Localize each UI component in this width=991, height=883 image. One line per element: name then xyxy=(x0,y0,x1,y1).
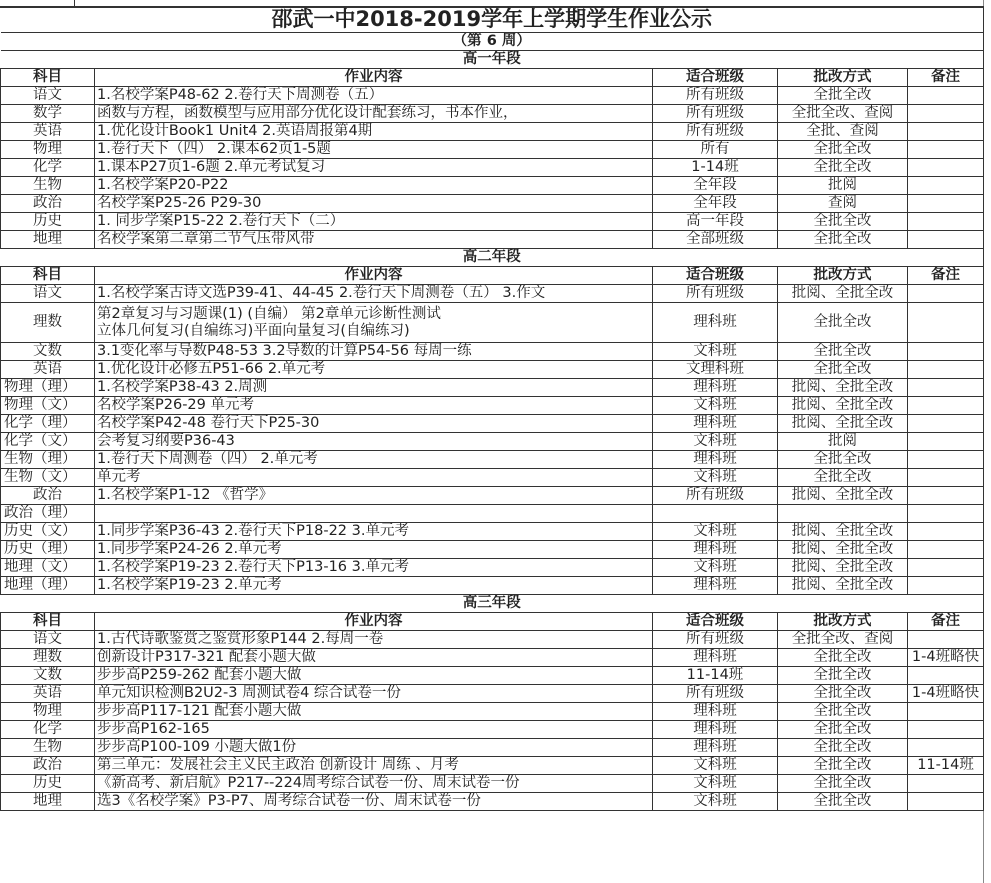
classes-cell: 文科班 xyxy=(653,523,778,541)
week-label: （第 6 周） xyxy=(1,33,984,51)
column-header-row xyxy=(1,267,984,285)
method-cell: 全批全改 xyxy=(778,231,908,249)
content-cell: 1.优化设计必修五P51-66 2.单元考 xyxy=(95,361,653,379)
classes-cell: 高一年段 xyxy=(653,213,778,231)
method-cell: 查阅 xyxy=(778,195,908,213)
method-cell: 全批全改 xyxy=(778,775,908,793)
table-row xyxy=(1,159,984,177)
content-cell: 步步高P259-262 配套小题大做 xyxy=(95,667,653,685)
subject-cell: 地理 xyxy=(1,231,95,249)
subject-cell: 文数 xyxy=(1,343,95,361)
header-content: 作业内容 xyxy=(95,613,653,631)
subject-cell: 政治 xyxy=(1,487,95,505)
remark-cell xyxy=(908,451,984,469)
content-cell: 1.名校学案古诗文选P39-41、44-45 2.卷行天下周测卷（五） 3.作文 xyxy=(95,285,653,303)
remark-cell xyxy=(908,667,984,685)
content-cell: 1.卷行天下周测卷（四） 2.单元考 xyxy=(95,451,653,469)
subject-cell: 英语 xyxy=(1,123,95,141)
remark-cell: 11-14班 xyxy=(908,757,984,775)
header-subject: 科目 xyxy=(1,69,95,87)
classes-cell: 所有班级 xyxy=(653,685,778,703)
classes-cell: 理科班 xyxy=(653,541,778,559)
classes-cell: 理科班 xyxy=(653,451,778,469)
content-cell: 1.名校学案P19-23 2.单元考 xyxy=(95,577,653,595)
method-cell: 全批全改 xyxy=(778,343,908,361)
subject-cell: 化学（文） xyxy=(1,433,95,451)
classes-cell: 文科班 xyxy=(653,469,778,487)
content-cell: 1.优化设计Book1 Unit4 2.英语周报第4期 xyxy=(95,123,653,141)
header-remark: 备注 xyxy=(908,267,984,285)
classes-cell: 全部班级 xyxy=(653,231,778,249)
grade-section-row xyxy=(1,595,984,613)
classes-cell: 所有班级 xyxy=(653,123,778,141)
header-subject: 科目 xyxy=(1,267,95,285)
subject-cell: 历史（理） xyxy=(1,541,95,559)
subject-cell: 理数 xyxy=(1,649,95,667)
table-row xyxy=(1,559,984,577)
content-cell: 会考复习纲要P36-43 xyxy=(95,433,653,451)
header-method: 批改方式 xyxy=(778,267,908,285)
method-cell: 全批全改、查阅 xyxy=(778,631,908,649)
method-cell: 批阅、全批全改 xyxy=(778,523,908,541)
remark-cell xyxy=(908,397,984,415)
method-cell: 全批全改 xyxy=(778,721,908,739)
classes-cell: 理科班 xyxy=(653,415,778,433)
page-title: 邵武一中2018-2019学年上学期学生作业公示 xyxy=(1,7,984,33)
method-cell: 全批全改 xyxy=(778,361,908,379)
remark-cell xyxy=(908,177,984,195)
classes-cell: 文科班 xyxy=(653,757,778,775)
content-cell: 1.卷行天下（四） 2.课本62页1-5题 xyxy=(95,141,653,159)
remark-cell xyxy=(908,469,984,487)
classes-cell: 理科班 xyxy=(653,739,778,757)
content-cell: 1.课本P27页1-6题 2.单元考试复习 xyxy=(95,159,653,177)
subject-cell: 语文 xyxy=(1,285,95,303)
content-cell: 《新高考、新启航》P217--224周考综合试卷一份、周末试卷一份 xyxy=(95,775,653,793)
content-cell: 1.同步学案P36-43 2.卷行天下P18-22 3.单元考 xyxy=(95,523,653,541)
content-cell: 1.名校学案P19-23 2.卷行天下P13-16 3.单元考 xyxy=(95,559,653,577)
classes-cell: 所有班级 xyxy=(653,487,778,505)
table-row xyxy=(1,285,984,303)
header-remark: 备注 xyxy=(908,613,984,631)
remark-cell xyxy=(908,775,984,793)
content-cell: 名校学案P42-48 卷行天下P25-30 xyxy=(95,415,653,433)
subject-cell: 物理（文） xyxy=(1,397,95,415)
table-row xyxy=(1,649,984,667)
column-header-row xyxy=(1,613,984,631)
content-cell: 名校学案P26-29 单元考 xyxy=(95,397,653,415)
grade-section-label: 高三年段 xyxy=(1,595,984,613)
week-row xyxy=(1,33,984,51)
content-cell: 名校学案第二章第二节气压带风带 xyxy=(95,231,653,249)
remark-cell xyxy=(908,487,984,505)
method-cell: 全批全改 xyxy=(778,739,908,757)
grade-section-label: 高一年段 xyxy=(1,51,984,69)
method-cell: 全批全改 xyxy=(778,451,908,469)
table-row xyxy=(1,685,984,703)
table-row xyxy=(1,303,984,343)
subject-cell: 化学 xyxy=(1,721,95,739)
remark-cell xyxy=(908,793,984,811)
subject-cell: 物理 xyxy=(1,141,95,159)
content-cell: 单元知识检测B2U2-3 周测试卷4 综合试卷一份 xyxy=(95,685,653,703)
table-row xyxy=(1,343,984,361)
content-cell: 1.名校学案P48-62 2.卷行天下周测卷（五） xyxy=(95,87,653,105)
classes-cell: 理科班 xyxy=(653,303,778,343)
subject-cell: 历史 xyxy=(1,775,95,793)
remark-cell xyxy=(908,631,984,649)
remark-cell: 1-4班略快 xyxy=(908,649,984,667)
homework-table xyxy=(0,6,984,811)
content-cell: 1.名校学案P1-12 《哲学》 xyxy=(95,487,653,505)
table-row xyxy=(1,739,984,757)
classes-cell xyxy=(653,505,778,523)
table-row xyxy=(1,123,984,141)
content-cell: 1.名校学案P38-43 2.周测 xyxy=(95,379,653,397)
table-row xyxy=(1,541,984,559)
remark-cell xyxy=(908,523,984,541)
method-cell: 全批全改 xyxy=(778,757,908,775)
method-cell: 全批全改 xyxy=(778,303,908,343)
header-remark: 备注 xyxy=(908,69,984,87)
classes-cell: 所有班级 xyxy=(653,105,778,123)
table-row xyxy=(1,505,984,523)
table-row xyxy=(1,487,984,505)
content-cell xyxy=(95,303,653,343)
table-row xyxy=(1,703,984,721)
table-row xyxy=(1,177,984,195)
method-cell: 全批全改 xyxy=(778,159,908,177)
header-classes: 适合班级 xyxy=(653,613,778,631)
classes-cell: 所有班级 xyxy=(653,631,778,649)
method-cell: 全批全改 xyxy=(778,793,908,811)
table-row xyxy=(1,523,984,541)
remark-cell xyxy=(908,559,984,577)
method-cell: 批阅 xyxy=(778,433,908,451)
column-header-row xyxy=(1,69,984,87)
subject-cell: 化学（理） xyxy=(1,415,95,433)
title-row xyxy=(1,7,984,33)
grade-section-row xyxy=(1,51,984,69)
classes-cell: 文科班 xyxy=(653,397,778,415)
subject-cell: 生物（理） xyxy=(1,451,95,469)
content-cell: 1.名校学案P20-P22 xyxy=(95,177,653,195)
remark-cell xyxy=(908,577,984,595)
content-line: 立体几何复习(自编练习)平面向量复习(自编练习) xyxy=(97,322,410,339)
method-cell: 批阅、全批全改 xyxy=(778,415,908,433)
subject-cell: 语文 xyxy=(1,631,95,649)
header-content: 作业内容 xyxy=(95,69,653,87)
remark-cell xyxy=(908,505,984,523)
table-row xyxy=(1,141,984,159)
remark-cell xyxy=(908,159,984,177)
table-row xyxy=(1,793,984,811)
content-cell: 函数与方程，函数模型与应用部分优化设计配套练习，书本作业， xyxy=(95,105,653,123)
classes-cell: 理科班 xyxy=(653,703,778,721)
method-cell: 批阅、全批全改 xyxy=(778,379,908,397)
classes-cell: 文科班 xyxy=(653,775,778,793)
homework-table-body xyxy=(1,7,984,811)
header-content: 作业内容 xyxy=(95,267,653,285)
table-row xyxy=(1,631,984,649)
subject-cell: 地理 xyxy=(1,793,95,811)
method-cell: 全批全改 xyxy=(778,703,908,721)
table-row xyxy=(1,213,984,231)
subject-cell: 化学 xyxy=(1,159,95,177)
content-cell: 单元考 xyxy=(95,469,653,487)
content-cell: 步步高P100-109 小题大做1份 xyxy=(95,739,653,757)
remark-cell xyxy=(908,285,984,303)
method-cell: 批阅、全批全改 xyxy=(778,541,908,559)
table-row xyxy=(1,397,984,415)
method-cell: 批阅、全批全改 xyxy=(778,285,908,303)
classes-cell: 1-14班 xyxy=(653,159,778,177)
subject-cell: 地理（理） xyxy=(1,577,95,595)
remark-cell xyxy=(908,739,984,757)
table-row xyxy=(1,433,984,451)
table-row xyxy=(1,87,984,105)
table-row xyxy=(1,379,984,397)
remark-cell xyxy=(908,213,984,231)
classes-cell: 所有班级 xyxy=(653,87,778,105)
remark-cell xyxy=(908,343,984,361)
remark-cell xyxy=(908,433,984,451)
table-row xyxy=(1,757,984,775)
content-cell: 3.1变化率与导数P48-53 3.2导数的计算P54-56 每周一练 xyxy=(95,343,653,361)
content-cell: 步步高P162-165 xyxy=(95,721,653,739)
subject-cell: 数学 xyxy=(1,105,95,123)
remark-cell xyxy=(908,195,984,213)
remark-cell xyxy=(908,721,984,739)
method-cell: 全批全改 xyxy=(778,667,908,685)
method-cell: 批阅、全批全改 xyxy=(778,559,908,577)
content-cell: 1. 同步学案P15-22 2.卷行天下（二） xyxy=(95,213,653,231)
classes-cell: 文科班 xyxy=(653,433,778,451)
method-cell: 批阅、全批全改 xyxy=(778,397,908,415)
table-row xyxy=(1,105,984,123)
content-cell: 1.同步学案P24-26 2.单元考 xyxy=(95,541,653,559)
classes-cell: 所有 xyxy=(653,141,778,159)
classes-cell: 理科班 xyxy=(653,577,778,595)
method-cell: 全批全改 xyxy=(778,141,908,159)
remark-cell xyxy=(908,541,984,559)
content-line: 第2章复习与习题课(1) (自编） 第2章单元诊断性测试 xyxy=(97,305,441,322)
method-cell: 全批全改 xyxy=(778,685,908,703)
method-cell xyxy=(778,505,908,523)
subject-cell: 英语 xyxy=(1,361,95,379)
subject-cell: 历史 xyxy=(1,213,95,231)
content-cell: 名校学案P25-26 P29-30 xyxy=(95,195,653,213)
method-cell: 全批、查阅 xyxy=(778,123,908,141)
header-method: 批改方式 xyxy=(778,613,908,631)
table-row xyxy=(1,469,984,487)
method-cell: 批阅、全批全改 xyxy=(778,577,908,595)
classes-cell: 文科班 xyxy=(653,559,778,577)
remark-cell xyxy=(908,415,984,433)
classes-cell: 11-14班 xyxy=(653,667,778,685)
grade-section-label: 高二年段 xyxy=(1,249,984,267)
classes-cell: 全年段 xyxy=(653,177,778,195)
remark-cell xyxy=(908,231,984,249)
remark-cell xyxy=(908,105,984,123)
method-cell: 全批全改 xyxy=(778,87,908,105)
remark-cell xyxy=(908,379,984,397)
table-row xyxy=(1,195,984,213)
content-cell xyxy=(95,505,653,523)
subject-cell: 物理（理） xyxy=(1,379,95,397)
classes-cell: 文科班 xyxy=(653,793,778,811)
classes-cell: 文科班 xyxy=(653,343,778,361)
content-cell: 选3《名校学案》P3-P7、周考综合试卷一份、周末试卷一份 xyxy=(95,793,653,811)
subject-cell: 政治 xyxy=(1,195,95,213)
table-row xyxy=(1,577,984,595)
subject-cell: 物理 xyxy=(1,703,95,721)
header-classes: 适合班级 xyxy=(653,267,778,285)
subject-cell: 生物（文） xyxy=(1,469,95,487)
method-cell: 批阅、全批全改 xyxy=(778,487,908,505)
content-cell: 1.古代诗歌鉴赏之鉴赏形象P144 2.每周一卷 xyxy=(95,631,653,649)
subject-cell: 英语 xyxy=(1,685,95,703)
remark-cell xyxy=(908,303,984,343)
remark-cell: 1-4班略快 xyxy=(908,685,984,703)
subject-cell: 生物 xyxy=(1,177,95,195)
header-classes: 适合班级 xyxy=(653,69,778,87)
method-cell: 全批全改 xyxy=(778,649,908,667)
remark-cell xyxy=(908,141,984,159)
subject-cell: 地理（文） xyxy=(1,559,95,577)
table-row xyxy=(1,231,984,249)
table-row xyxy=(1,451,984,469)
header-method: 批改方式 xyxy=(778,69,908,87)
classes-cell: 理科班 xyxy=(653,379,778,397)
method-cell: 全批全改 xyxy=(778,469,908,487)
subject-cell: 历史（文） xyxy=(1,523,95,541)
table-row xyxy=(1,721,984,739)
classes-cell: 全年段 xyxy=(653,195,778,213)
method-cell: 全批全改 xyxy=(778,213,908,231)
classes-cell: 理科班 xyxy=(653,649,778,667)
subject-cell: 政治（理） xyxy=(1,505,95,523)
table-row xyxy=(1,415,984,433)
grade-section-row xyxy=(1,249,984,267)
method-cell: 批阅 xyxy=(778,177,908,195)
remark-cell xyxy=(908,123,984,141)
header-subject: 科目 xyxy=(1,613,95,631)
remark-cell xyxy=(908,361,984,379)
table-row xyxy=(1,361,984,379)
classes-cell: 理科班 xyxy=(653,721,778,739)
remark-cell xyxy=(908,87,984,105)
content-cell: 创新设计P317-321 配套小题大做 xyxy=(95,649,653,667)
table-row xyxy=(1,667,984,685)
subject-cell: 语文 xyxy=(1,87,95,105)
table-row xyxy=(1,775,984,793)
remark-cell xyxy=(908,703,984,721)
subject-cell: 政治 xyxy=(1,757,95,775)
content-cell: 步步高P117-121 配套小题大做 xyxy=(95,703,653,721)
classes-cell: 所有班级 xyxy=(653,285,778,303)
method-cell: 全批全改、查阅 xyxy=(778,105,908,123)
classes-cell: 文理科班 xyxy=(653,361,778,379)
subject-cell: 文数 xyxy=(1,667,95,685)
subject-cell: 理数 xyxy=(1,303,95,343)
subject-cell: 生物 xyxy=(1,739,95,757)
content-cell: 第三单元：发展社会主义民主政治 创新设计 周练 、月考 xyxy=(95,757,653,775)
